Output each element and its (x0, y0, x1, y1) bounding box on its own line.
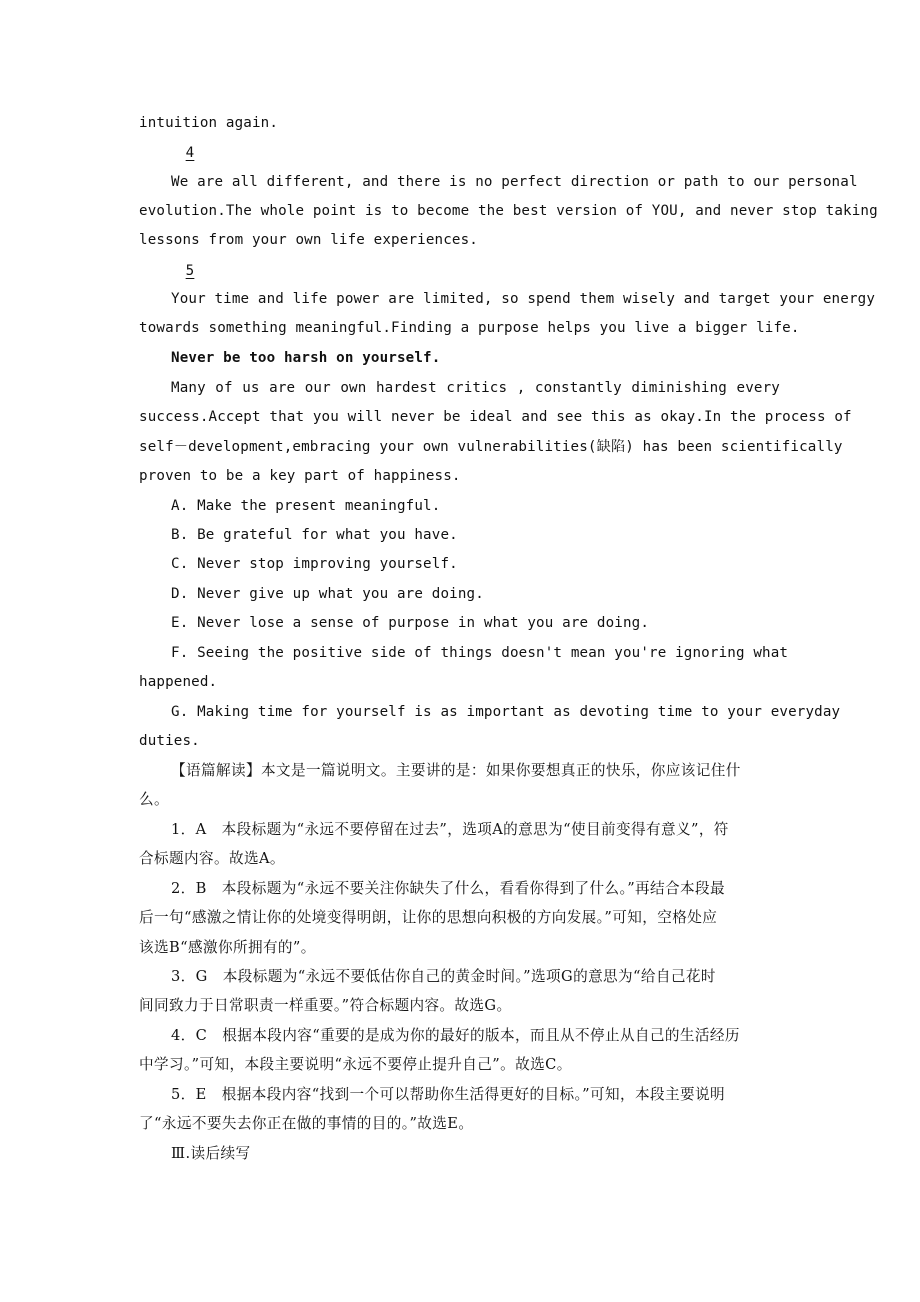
blank-number: 4 (185, 145, 195, 161)
option-d: D. Never give up what you are doing. (171, 586, 484, 602)
answer-2-cont: 该选B“感激你所拥有的”。 (139, 939, 316, 956)
option-b: B. Be grateful for what you have. (171, 527, 458, 543)
passage-line: evolution.The whole point is to become the best version of YOU, and never stop taking (139, 203, 878, 219)
option-a: A. Make the present meaningful. (171, 498, 441, 514)
analysis-intro-cont: 么。 (139, 791, 169, 808)
blank-5 (171, 261, 871, 281)
passage-line: intuition again. (139, 115, 279, 131)
answer-1: 1．A 本段标题为“永远不要停留在过去”，选项A的意思为“使目前变得有意义”，符 (171, 821, 729, 838)
blank-4 (171, 143, 871, 163)
option-g-cont: duties. (139, 733, 200, 749)
answer-5: 5．E 根据本段内容“找到一个可以帮助你生活得更好的目标。”可知，本段主要说明 (171, 1086, 725, 1103)
passage-line: self－development,embracing your own vulnerabilities(缺陷) has been scientifically (139, 439, 843, 455)
passage-line: towards something meaningful.Finding a purpose helps you live a bigger life. (139, 320, 800, 336)
passage-line: proven to be a key part of happiness. (139, 468, 461, 484)
analysis-intro: 【语篇解读】本文是一篇说明文。主要讲的是：如果你要想真正的快乐，你应该记住什 (171, 762, 741, 779)
passage-line: Your time and life power are limited, so spend them wisely and target your energy (171, 291, 876, 307)
option-g: G. Making time for yourself is as important as devoting time to your everyday (171, 704, 841, 720)
answer-5-cont: 了“永远不要失去你正在做的事情的目的。”故选E。 (139, 1115, 474, 1132)
option-e: E. Never lose a sense of purpose in what you are doing. (171, 615, 650, 631)
section-heading: Ⅲ.读后续写 (171, 1145, 251, 1162)
passage-line: We are all different, and there is no perfect direction or path to our personal (171, 174, 858, 190)
answer-2-cont: 后一句“感激之情让你的处境变得明朗，让你的思想向积极的方向发展。”可知，空格处应 (139, 909, 718, 926)
answer-4: 4．C 根据本段内容“重要的是成为你的最好的版本，而且从不停止从自己的生活经历 (171, 1027, 740, 1044)
passage-line: lessons from your own life experiences. (139, 232, 478, 248)
blank-number: 5 (185, 263, 195, 279)
answer-1-cont: 合标题内容。故选A。 (139, 850, 285, 867)
option-f: F. Seeing the positive side of things doesn't mean you're ignoring what (171, 645, 789, 661)
passage-line: success.Accept that you will never be ideal and see this as okay.In the process of (139, 409, 852, 425)
answer-3: 3．G 本段标题为“永远不要低估你自己的黄金时间。”选项G的意思为“给自己花时 (171, 968, 716, 985)
answer-3-cont: 间同致力于日常职责一样重要。”符合标题内容。故选G。 (139, 997, 512, 1014)
paragraph-heading: Never be too harsh on yourself. (171, 350, 441, 366)
option-f-cont: happened. (139, 674, 218, 690)
answer-4-cont: 中学习。”可知，本段主要说明“永远不要停止提升自己”。故选C。 (139, 1056, 572, 1073)
answer-2: 2．B 本段标题为“永远不要关注你缺失了什么，看看你得到了什么。”再结合本段最 (171, 880, 726, 897)
option-c: C. Never stop improving yourself. (171, 556, 458, 572)
passage-line: Many of us are our own hardest critics , constantly diminishing every (171, 380, 780, 396)
